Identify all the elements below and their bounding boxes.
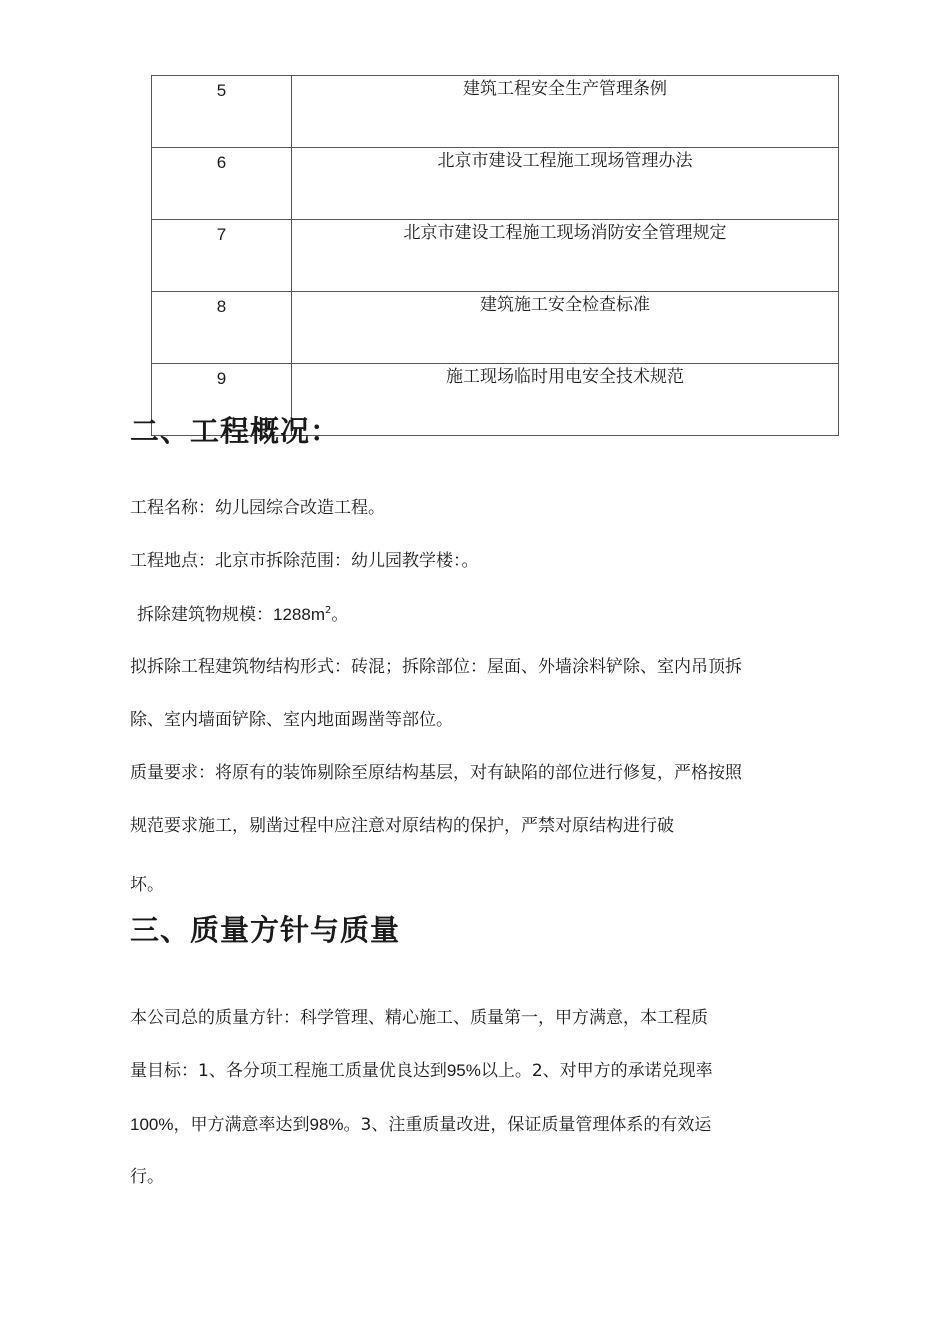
regulation-name: 建筑工程安全生产管理条例 bbox=[292, 76, 839, 148]
scale-superscript: 2 bbox=[324, 605, 332, 616]
scale-value: 1288m bbox=[273, 605, 325, 624]
regulation-name: 建筑施工安全检查标准 bbox=[292, 292, 839, 364]
regulations-table bbox=[151, 75, 839, 436]
policy-line: 行。 bbox=[130, 1167, 164, 1187]
policy-text: ，甲方满意率达到 bbox=[173, 1115, 310, 1135]
row-number: 8 bbox=[152, 292, 292, 364]
policy-line bbox=[130, 1116, 711, 1134]
table-row bbox=[152, 292, 839, 364]
regulation-name: 施工现场临时用电安全技术规范 bbox=[292, 364, 839, 436]
policy-percent: 100% bbox=[130, 1115, 174, 1134]
quality-line: 坏。 bbox=[130, 875, 164, 895]
policy-text: 量目标：1、各分项工程施工质量优良达到 bbox=[130, 1061, 447, 1081]
scale-end: 。 bbox=[331, 605, 349, 625]
policy-line bbox=[130, 1062, 713, 1080]
regulation-name: 北京市建设工程施工现场管理办法 bbox=[292, 148, 839, 220]
row-number: 6 bbox=[152, 148, 292, 220]
policy-text: 以上。2、对甲方的承诺兑现率 bbox=[480, 1061, 713, 1081]
structure-line: 拟拆除工程建筑物结构形式：砖混；拆除部位：屋面、外墙涂料铲除、室内吊顶拆 bbox=[130, 657, 742, 677]
quality-line: 规范要求施工，剔凿过程中应注意对原结构的保护，严禁对原结构进行破 bbox=[130, 816, 674, 836]
section-heading: 二、工程概况： bbox=[130, 414, 341, 448]
table-row bbox=[152, 76, 839, 148]
policy-line: 本公司总的质量方针：科学管理、精心施工、质量第一，甲方满意，本工程质 bbox=[130, 1008, 708, 1028]
policy-text: 。3、注重质量改进，保证质量管理体系的有效运 bbox=[343, 1115, 712, 1135]
project-location-line: 工程地点：北京市拆除范围：幼儿园教学楼：。 bbox=[130, 551, 479, 571]
policy-percent: 95% bbox=[446, 1061, 481, 1080]
row-number: 7 bbox=[152, 220, 292, 292]
quality-line: 质量要求：将原有的装饰剔除至原结构基层，对有缺陷的部位进行修复，严格按照 bbox=[130, 763, 742, 783]
section-heading: 三、质量方针与质量 bbox=[130, 913, 401, 947]
project-name-line: 工程名称：幼儿园综合改造工程。 bbox=[130, 498, 385, 518]
regulation-name: 北京市建设工程施工现场消防安全管理规定 bbox=[292, 220, 839, 292]
scale-line bbox=[137, 606, 348, 624]
table-row bbox=[152, 148, 839, 220]
scale-label: 拆除建筑物规模： bbox=[137, 605, 273, 625]
table-row bbox=[152, 220, 839, 292]
row-number: 9 bbox=[152, 364, 292, 436]
row-number: 5 bbox=[152, 76, 292, 148]
structure-line: 除、室内墙面铲除、室内地面踢凿等部位。 bbox=[130, 710, 453, 730]
policy-percent: 98% bbox=[309, 1115, 344, 1134]
